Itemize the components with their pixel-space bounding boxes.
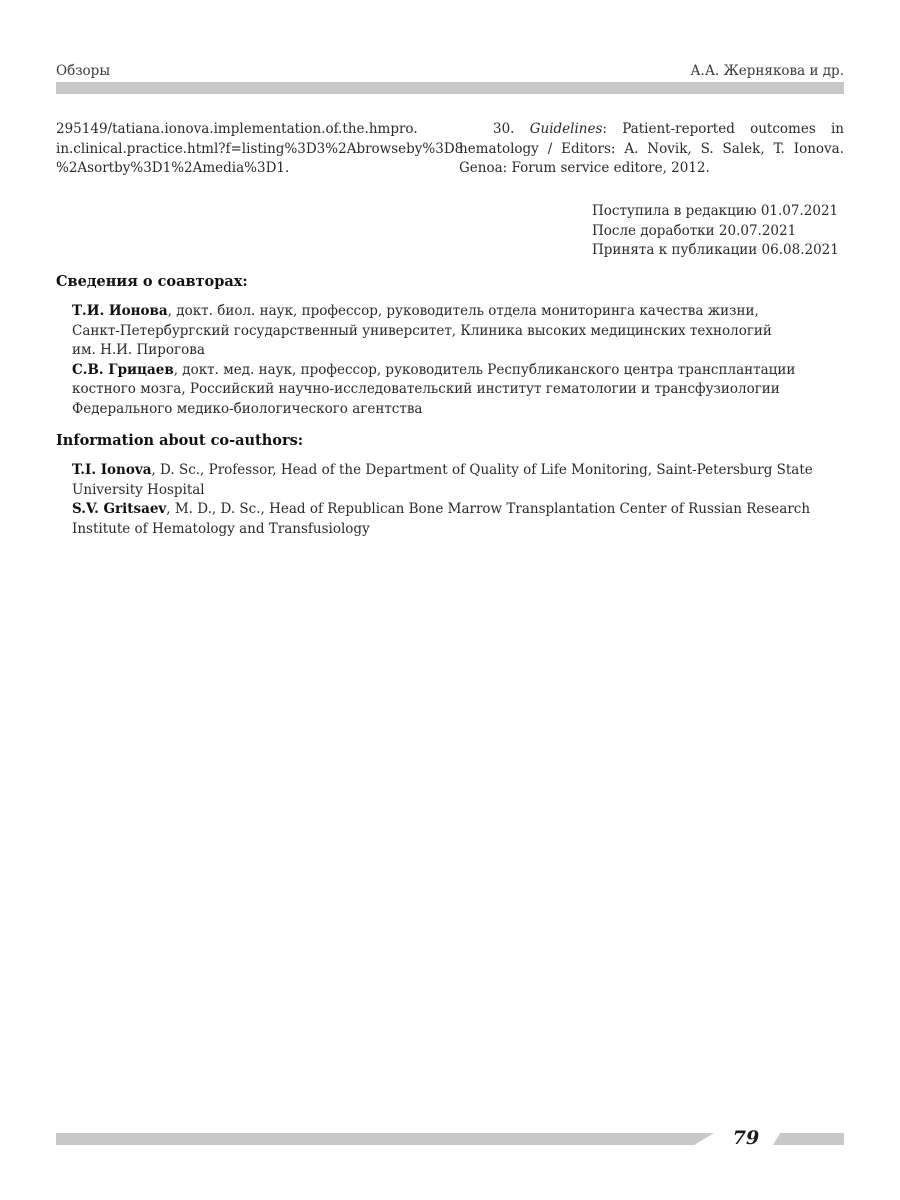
- author-affiliation: , M. D., D. Sc., Head of Republican Bone Marrow Transplantation Center of Russian Research: [166, 501, 811, 517]
- reference-url-line[interactable]: in.clinical.practice.html?f=listing%3D3%2Abrowseby%3D8: [56, 140, 464, 157]
- reference-url-line[interactable]: 295149/tatiana.ionova.implementation.of.the.hmpro.: [56, 121, 418, 137]
- author-affiliation: им. Н.И. Пирогова: [72, 342, 205, 358]
- reference-body: : Patient-reported outcomes in hematology / Editors: A. Novik, S. Salek, T. Ionova. Genoa: Forum service editore, 2012.: [459, 121, 845, 176]
- author-affiliation: University Hospital: [72, 481, 205, 498]
- coauthors-list-ru: [72, 302, 796, 419]
- page-number: 79: [732, 1127, 760, 1149]
- reference-30: [459, 120, 844, 179]
- submission-dates: [592, 202, 844, 261]
- author-affiliation: , докт. биол. наук, профессор, руководитель отдела мониторинга качества жизни,: [167, 303, 759, 319]
- author-affiliation: Федерального медико-биологического агентства: [72, 400, 423, 417]
- footer-rule-right: [773, 1133, 844, 1145]
- running-head: [56, 63, 844, 81]
- reference-number: 30.: [493, 121, 515, 137]
- date-accepted: Принята к публикации 06.08.2021: [592, 242, 839, 258]
- header-rule: [56, 82, 844, 94]
- author-affiliation: , докт. мед. наук, профессор, руководитель Республиканского центра трансплантации: [173, 361, 796, 378]
- author-affiliation: , D. Sc., Professor, Head of the Department of Quality of Life Monitoring, Saint-Petersburg State: [151, 462, 813, 478]
- coauthors-heading-en: Information about co-authors:: [56, 432, 304, 449]
- reference-continuation: [56, 120, 464, 179]
- date-revised: После доработки 20.07.2021: [592, 222, 797, 239]
- reference-url-line[interactable]: %2Asortby%3D1%2Amedia%3D1.: [56, 160, 290, 176]
- reference-title: Guidelines: [529, 121, 603, 137]
- coauthors-list-en: [72, 461, 813, 539]
- author-affiliation: костного мозга, Российский научно-исследовательский институт гематологии и трансфузиологии: [72, 381, 780, 397]
- journal-section: Обзоры: [56, 63, 111, 79]
- author-affiliation: Санкт-Петербургский государственный университет, Клиника высоких медицинских технологий: [72, 322, 772, 339]
- author-name: T.I. Ionova: [72, 462, 152, 478]
- running-authors: А.А. Жернякова и др.: [690, 63, 844, 79]
- author-name: С.В. Грицаев: [72, 361, 174, 378]
- author-name: Т.И. Ионова: [72, 303, 168, 319]
- author-name: S.V. Gritsaev: [72, 501, 167, 517]
- author-affiliation: Institute of Hematology and Transfusiology: [72, 520, 370, 537]
- date-received: Поступила в редакцию 01.07.2021: [592, 203, 839, 219]
- coauthors-heading-ru: Сведения о соавторах:: [56, 273, 248, 290]
- footer-rule-left: [56, 1133, 714, 1145]
